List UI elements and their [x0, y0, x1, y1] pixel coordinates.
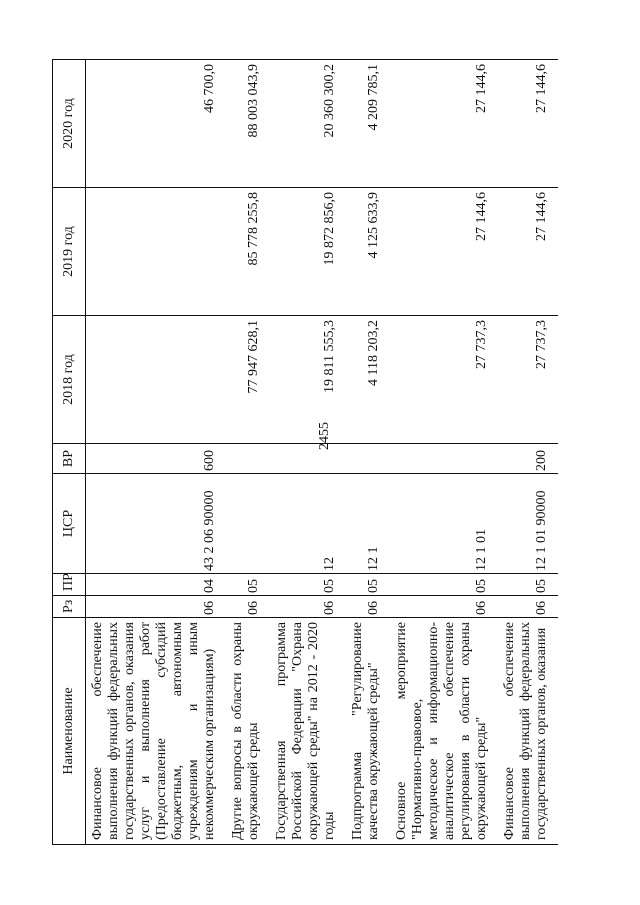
budget-table [52, 59, 558, 845]
row-2020: 88 003 043,9 [226, 60, 270, 188]
row-2018 [86, 316, 227, 444]
row-2020: 46 700,0 [86, 60, 227, 188]
row-pr: 05 [226, 574, 270, 596]
row-csr: 12 1 [346, 474, 390, 574]
row-csr [226, 474, 270, 574]
table-row [86, 60, 227, 845]
header-pr: ПР [53, 574, 86, 596]
row-vr [270, 444, 346, 474]
row-rz: 06 [86, 596, 227, 618]
row-pr: 05 [270, 574, 346, 596]
row-2020: 20 360 300,2 [270, 60, 346, 188]
header-vr: ВР [53, 444, 86, 474]
row-2020: 4 209 785,1 [346, 60, 390, 188]
row-2018: 4 118 203,2 [346, 316, 390, 444]
row-2019: 27 144,6 [498, 188, 558, 316]
row-vr [226, 444, 270, 474]
row-name: Подпрограмма "Регулирование качества окружающей среды" [346, 618, 390, 845]
row-2019 [86, 188, 227, 316]
row-vr: 200 [498, 444, 558, 474]
row-name: Другие вопросы в области охраны окружающей среды [226, 618, 270, 845]
row-csr: 12 1 01 [390, 474, 498, 574]
budget-table-page [52, 60, 592, 845]
row-rz: 06 [390, 596, 498, 618]
row-2020: 27 144,6 [498, 60, 558, 188]
row-vr [346, 444, 390, 474]
row-name: Финансовое обеспечение выполнения функций федеральных государственных органов, оказания [498, 618, 558, 845]
row-name: Государственная программа Российской Федерации "Охрана окружающей среды" на 2012 - 2020 годы [270, 618, 346, 845]
table-row [226, 60, 270, 845]
row-2018: 19 811 555,3 [270, 316, 346, 444]
row-2019: 85 778 255,8 [226, 188, 270, 316]
row-csr: 12 [270, 474, 346, 574]
row-2018: 77 947 628,1 [226, 316, 270, 444]
row-rz: 06 [346, 596, 390, 618]
table-row [270, 60, 346, 845]
table-row [346, 60, 390, 845]
row-name: Основное мероприятие "Нормативно-правовое, методическое и информационно-аналитическое обеспечение регулирования в области охраны окружающей среды" [390, 618, 498, 845]
row-pr: 04 [86, 574, 227, 596]
header-2019: 2019 год [53, 188, 86, 316]
row-name: Финансовое обеспечение выполнения функций федеральных государственных органов, оказания услуг и выполнения работ (Предоставление субсидий бюджетным, автономным учреждениям и иным некоммерческим организациям) [86, 618, 227, 845]
row-2018: 27 737,3 [498, 316, 558, 444]
row-2019: 27 144,6 [390, 188, 498, 316]
row-2018: 27 737,3 [390, 316, 498, 444]
row-pr: 05 [498, 574, 558, 596]
header-csr: ЦСР [53, 474, 86, 574]
row-vr [390, 444, 498, 474]
row-vr: 600 [86, 444, 227, 474]
table-row [498, 60, 558, 845]
row-csr: 43 2 06 90000 [86, 474, 227, 574]
row-2020: 27 144,6 [390, 60, 498, 188]
row-pr: 05 [346, 574, 390, 596]
header-2020: 2020 год [53, 60, 86, 188]
header-rz: Рз [53, 596, 86, 618]
row-pr: 05 [390, 574, 498, 596]
row-rz: 06 [226, 596, 270, 618]
row-rz: 06 [270, 596, 346, 618]
row-rz: 06 [498, 596, 558, 618]
header-name: Наименование [53, 618, 86, 845]
table-header [53, 60, 86, 845]
row-csr: 12 1 01 90000 [498, 474, 558, 574]
page-number: 2455 [317, 422, 332, 450]
row-2019: 4 125 633,9 [346, 188, 390, 316]
header-2018: 2018 год [53, 316, 86, 444]
table-row [390, 60, 498, 845]
row-2019: 19 872 856,0 [270, 188, 346, 316]
